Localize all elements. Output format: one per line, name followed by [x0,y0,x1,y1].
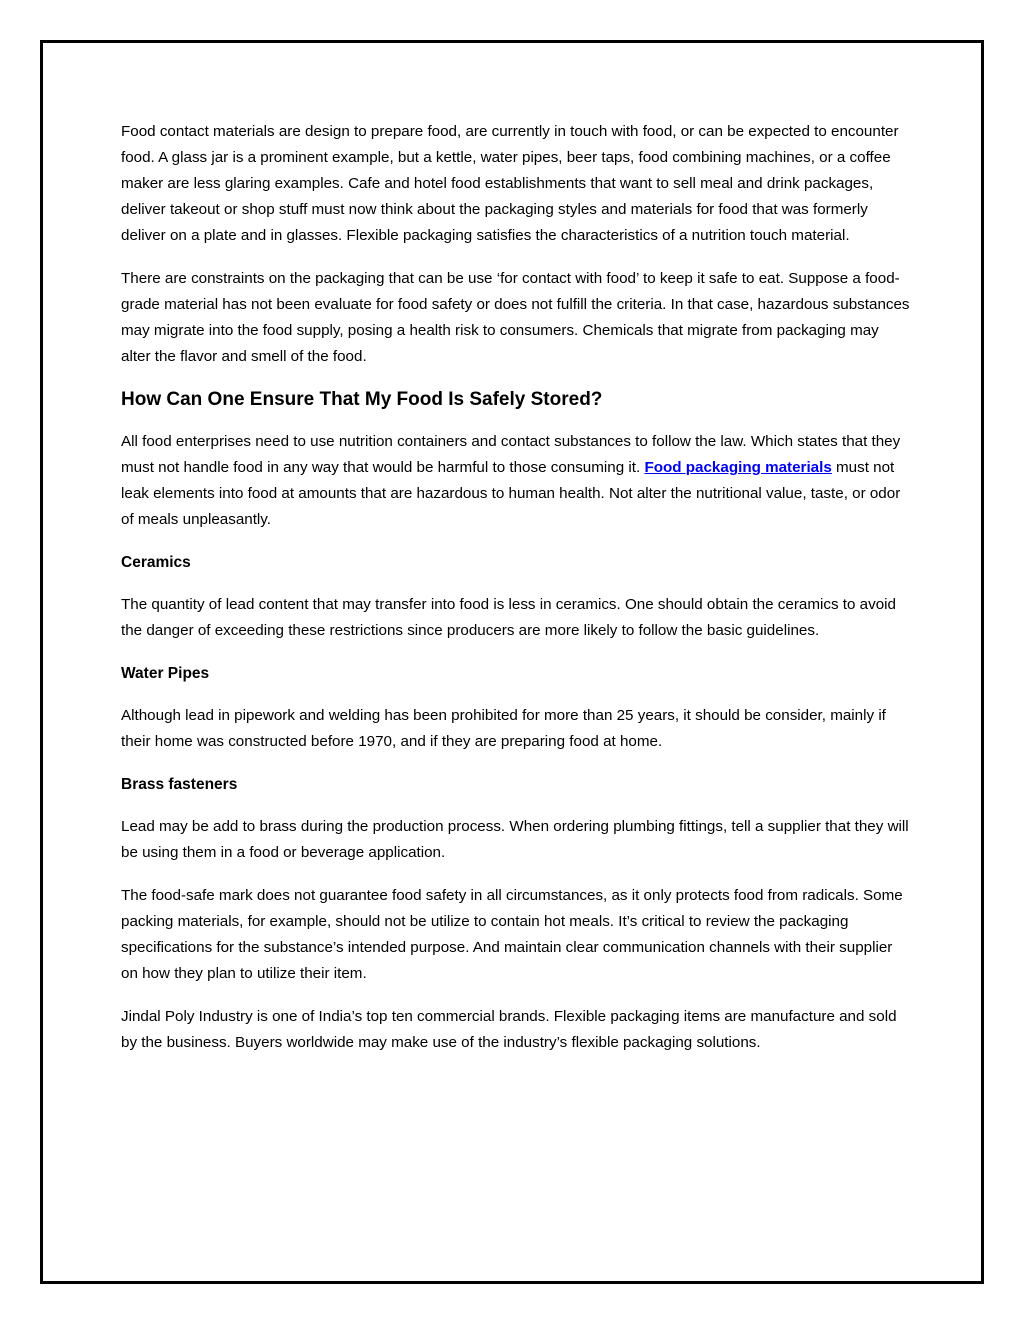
water-pipes-paragraph: Although lead in pipework and welding has been prohibited for more than 25 years, it should be consider, mainly if their home was constructed before 1970, and if they are preparing food at home. [121,707,886,750]
subheading-ceramics: Ceramics [121,554,191,571]
section-heading-food-storage: How Can One Ensure That My Food Is Safely Stored? [121,389,603,410]
law-paragraph-text-after: must not leak elements into food at amounts that are hazardous to human health. Not alter the nutritional value, taste, or odor of meals unpleasantly. [121,459,901,528]
jindal-poly-paragraph: Jindal Poly Industry is one of India’s top ten commercial brands. Flexible packaging items are manufacture and sold by the business. Buyers worldwide may make use of the industry’s flexible packaging solutions. [121,1008,897,1051]
subheading-water-pipes: Water Pipes [121,665,210,682]
law-paragraph [121,429,911,533]
law-paragraph-text-before: All food enterprises need to use nutrition containers and contact substances to follow the law. Which states that they must not handle food in any way that would be harmful to those consuming it. [121,433,901,476]
subheading-brass-fasteners: Brass fasteners [121,776,238,793]
brass-paragraph: Lead may be add to brass during the production process. When ordering plumbing fittings, tell a supplier that they will be using them in a food or beverage application. [121,818,909,861]
ceramics-paragraph: The quantity of lead content that may transfer into food is less in ceramics. One should obtain the ceramics to avoid the danger of exceeding these restrictions since producers are more likely to follow the basic guidelines. [121,596,896,639]
intro-paragraph: Food contact materials are design to prepare food, are currently in touch with food, or can be expected to encounter food. A glass jar is a prominent example, but a kettle, water pipes, beer taps, food combining machines, or a coffee maker are less glaring examples. Cafe and hotel food establishments that want to sell meal and drink packages, deliver takeout or shop stuff must now think about the packaging styles and materials for food that was formerly deliver on a plate and in glasses. Flexible packaging satisfies the characteristics of a nutrition touch material. [121,123,899,244]
food-packaging-materials-link[interactable]: Food packaging materials [644,459,832,476]
constraints-paragraph: There are constraints on the packaging that can be use ‘for contact with food’ to keep it safe to eat. Suppose a food-grade material has not been evaluate for food safety or does not fulfill the criteria. In that case, hazardous substances may migrate into the food supply, posing a health risk to consumers. Chemicals that migrate from packaging may alter the flavor and smell of the food. [121,270,910,365]
food-safe-mark-paragraph: The food-safe mark does not guarantee food safety in all circumstances, as it only protects food from radicals. Some packing materials, for example, should not be utilize to contain hot meals. It’s critical to review the packaging specifications for the substance’s intended purpose. And maintain clear communication channels with their supplier on how they plan to utilize their item. [121,887,903,982]
document-body [121,119,911,1073]
